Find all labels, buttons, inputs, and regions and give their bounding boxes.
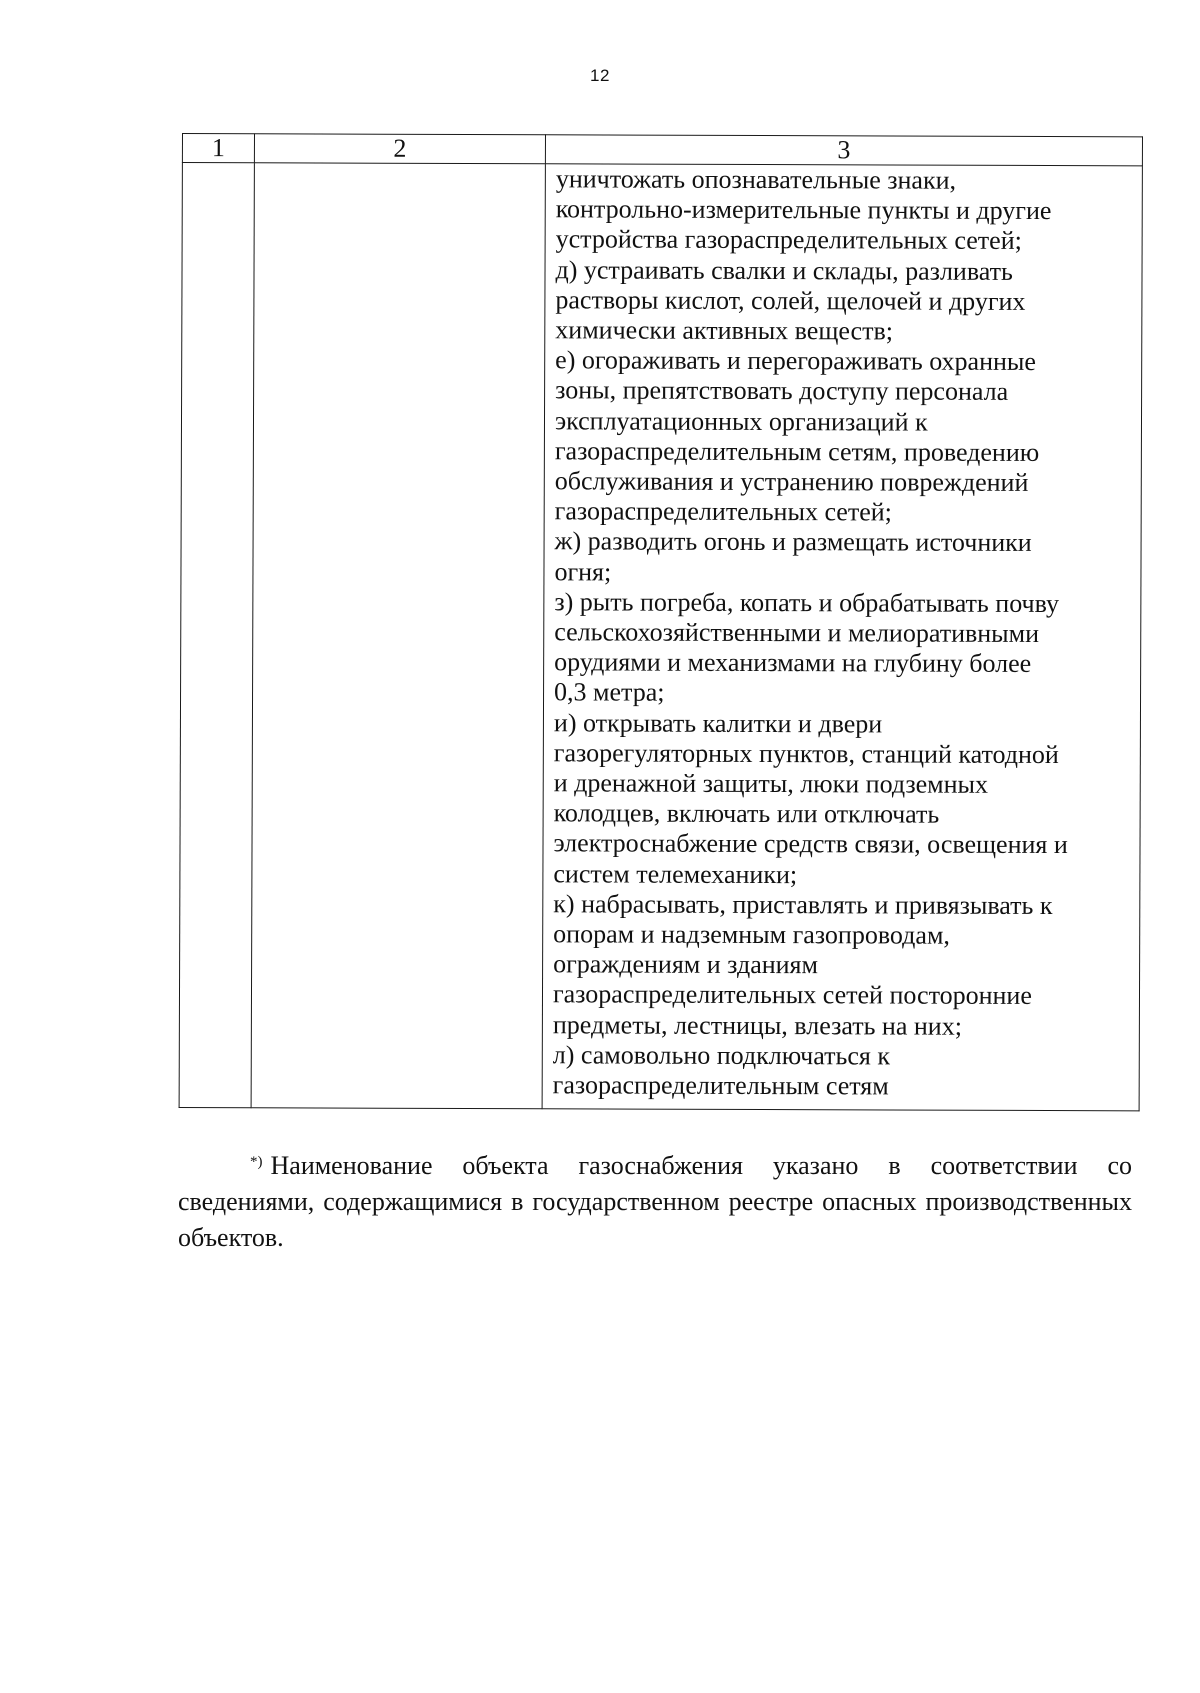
text-line: газораспределительным сетям	[552, 1070, 889, 1101]
column-header-3: 3	[545, 135, 1142, 166]
footnote-marker: *)	[250, 1154, 263, 1170]
text-line: электроснабжение средств связи, освещения и	[553, 828, 1068, 860]
text-line: газораспределительным сетям, проведению	[554, 436, 1040, 467]
text-line: газорегуляторных пунктов, станций катодной	[553, 738, 1059, 769]
text-line: контрольно-измерительные пункты и другие	[555, 194, 1052, 226]
text-line: и) открывать калитки и двери	[553, 707, 883, 739]
text-line: устройства газораспределительных сетей;	[555, 224, 1022, 256]
text-line: химически активных веществ;	[555, 315, 894, 346]
column-header-2: 2	[254, 134, 545, 164]
text-line: л) самовольно подключаться к	[552, 1040, 891, 1071]
prohibitions-text	[543, 164, 1142, 1102]
text-line: орудиями и механизмами на глубину более	[554, 647, 1032, 679]
text-line: предметы, лестницы, влезать на них;	[552, 1009, 963, 1041]
text-line: зоны, препятствовать доступу персонала	[555, 375, 1009, 407]
text-line: растворы кислот, солей, щелочей и других	[555, 285, 1026, 316]
text-line: газораспределительных сетей;	[554, 496, 892, 527]
text-line: е) огораживать и перегораживать охранные	[555, 345, 1037, 377]
text-line: эксплуатационных организаций к	[554, 405, 928, 437]
text-line: 0,3 метра;	[553, 677, 665, 708]
text-line: газораспределительных сетей посторонние	[552, 979, 1032, 1011]
footnote	[178, 1148, 1132, 1256]
table-cell-col3	[542, 164, 1142, 1111]
text-line: д) устраивать свалки и склады, разливать	[555, 254, 1013, 286]
data-table	[179, 133, 1143, 1111]
text-line: обслуживания и устранению повреждений	[554, 466, 1029, 497]
text-line: к) набрасывать, приставлять и привязывать к	[553, 889, 1053, 920]
table-cell-col1	[179, 163, 254, 1108]
text-line: уничтожать опознавательные знаки,	[555, 164, 957, 195]
table-row	[179, 163, 1142, 1111]
text-line: огня;	[554, 556, 612, 587]
text-line: систем телемеханики;	[553, 858, 798, 889]
text-line: сельскохозяйственными и мелиоративными	[554, 617, 1040, 649]
text-line: ограждениям и зданиям	[553, 949, 819, 980]
text-line: з) рыть погреба, копать и обрабатывать почву	[554, 587, 1060, 618]
table-cell-col2	[251, 163, 545, 1109]
text-line: опорам и надземным газопроводам,	[553, 919, 950, 950]
text-line: и дренажной защиты, люки подземных	[553, 768, 989, 799]
text-line: колодцев, включать или отключать	[553, 798, 940, 829]
table-header-row	[182, 134, 1142, 166]
column-header-1: 1	[182, 134, 254, 163]
text-line: ж) разводить огонь и размещать источники	[554, 526, 1032, 558]
footnote-text: Наименование объекта газоснабжения указано в соответствии со сведениями, содержащимися в государственном реестре опасных производственных объектов.	[178, 1151, 1132, 1252]
page-number: 12	[590, 66, 610, 85]
